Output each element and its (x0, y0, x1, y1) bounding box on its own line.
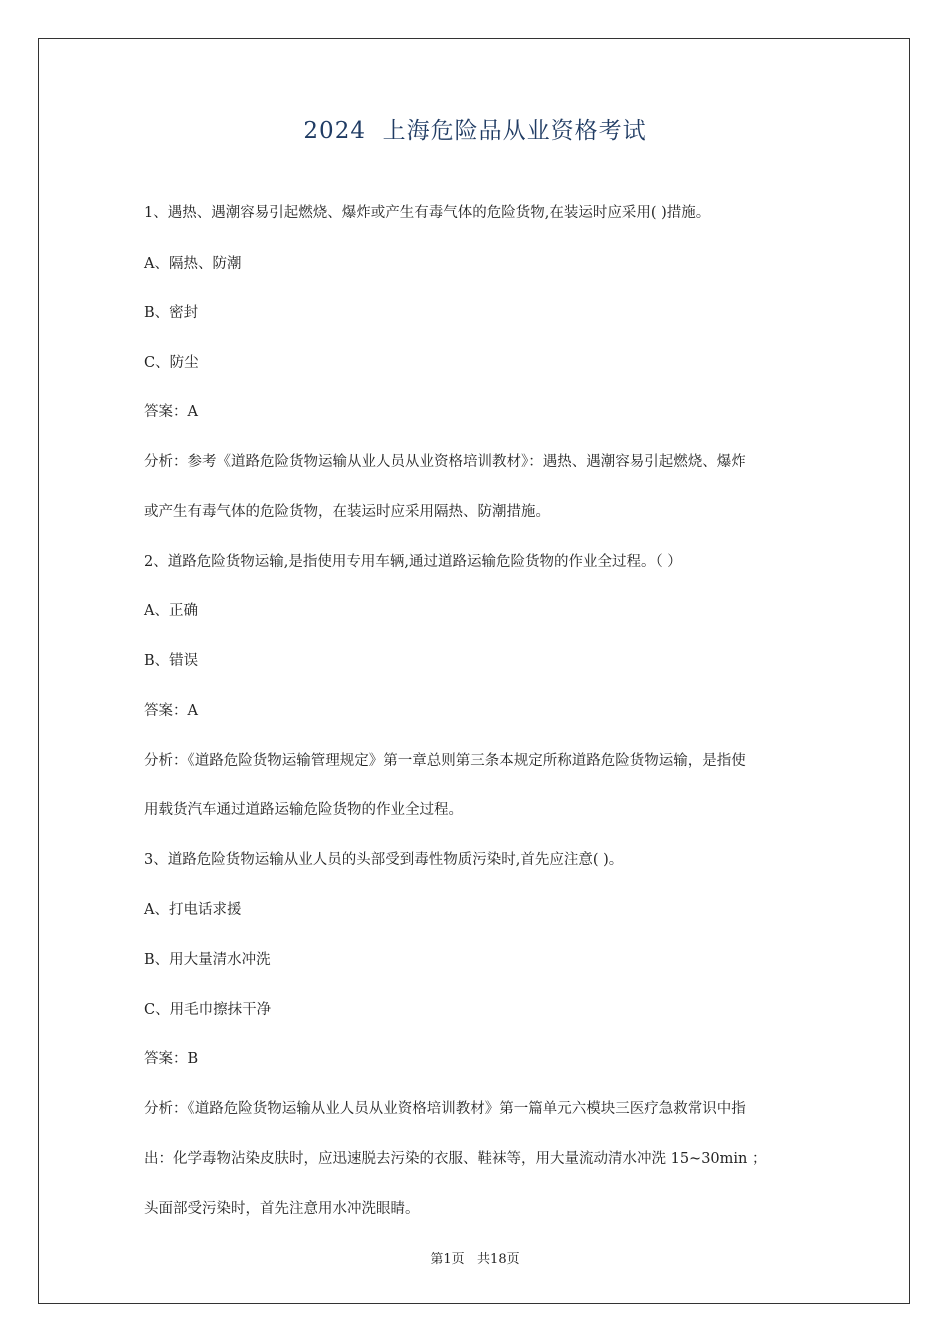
document-title: 2024 上海危险品从业资格考试 (303, 118, 647, 144)
question-3-analysis-line-1: 分析：《道路危险货物运输从业人员从业资格培训教材》第一篇单元六模块三医疗急救常识中指 (144, 1101, 746, 1117)
question-2-option-a: A、正确 (144, 603, 198, 619)
question-1-analysis-line-2: 或产生有毒气体的危险货物，在装运时应采用隔热、防潮措施。 (144, 504, 550, 520)
question-3-text: 3、道路危险货物运输从业人员的头部受到毒性物质污染时,首先应注意( )。 (144, 852, 624, 868)
question-3-analysis-line-2: 出：化学毒物沾染皮肤时，应迅速脱去污染的衣服、鞋袜等，用大量流动清水冲洗 15~30min ； (144, 1151, 767, 1167)
question-2-analysis-line-1: 分析：《道路危险货物运输管理规定》第一章总则第三条本规定所称道路危险货物运输，是指使 (144, 753, 746, 769)
question-1-analysis-line-1: 分析：参考《道路危险货物运输从业人员从业资格培训教材》：遇热、遇潮容易引起燃烧、爆炸 (144, 454, 746, 470)
question-1-option-a: A、隔热、防潮 (144, 256, 242, 272)
page-number-footer: 第1页 共18页 (430, 1252, 520, 1267)
question-2-text: 2、道路危险货物运输,是指使用专用车辆,通过道路运输危险货物的作业全过程。（ ） (144, 554, 682, 570)
question-3-option-a: A、打电话求援 (144, 902, 242, 918)
question-3-analysis-line-3: 头面部受污染时，首先注意用水冲洗眼睛。 (144, 1201, 420, 1217)
question-2-option-b: B、错误 (144, 653, 199, 669)
question-3-option-b: B、用大量清水冲洗 (144, 952, 271, 968)
question-1-text: 1、遇热、遇潮容易引起燃烧、爆炸或产生有毒气体的危险货物,在装运时应采用( )措施。 (144, 205, 711, 221)
question-1-option-c: C、防尘 (144, 355, 199, 371)
question-1-answer: 答案：A (144, 404, 198, 420)
question-1-option-b: B、密封 (144, 305, 199, 321)
question-2-answer: 答案：A (144, 703, 198, 719)
question-2-analysis-line-2: 用载货汽车通过道路运输危险货物的作业全过程。 (144, 802, 463, 818)
question-3-answer: 答案：B (144, 1051, 199, 1067)
question-3-option-c: C、用毛巾擦抹干净 (144, 1002, 272, 1018)
